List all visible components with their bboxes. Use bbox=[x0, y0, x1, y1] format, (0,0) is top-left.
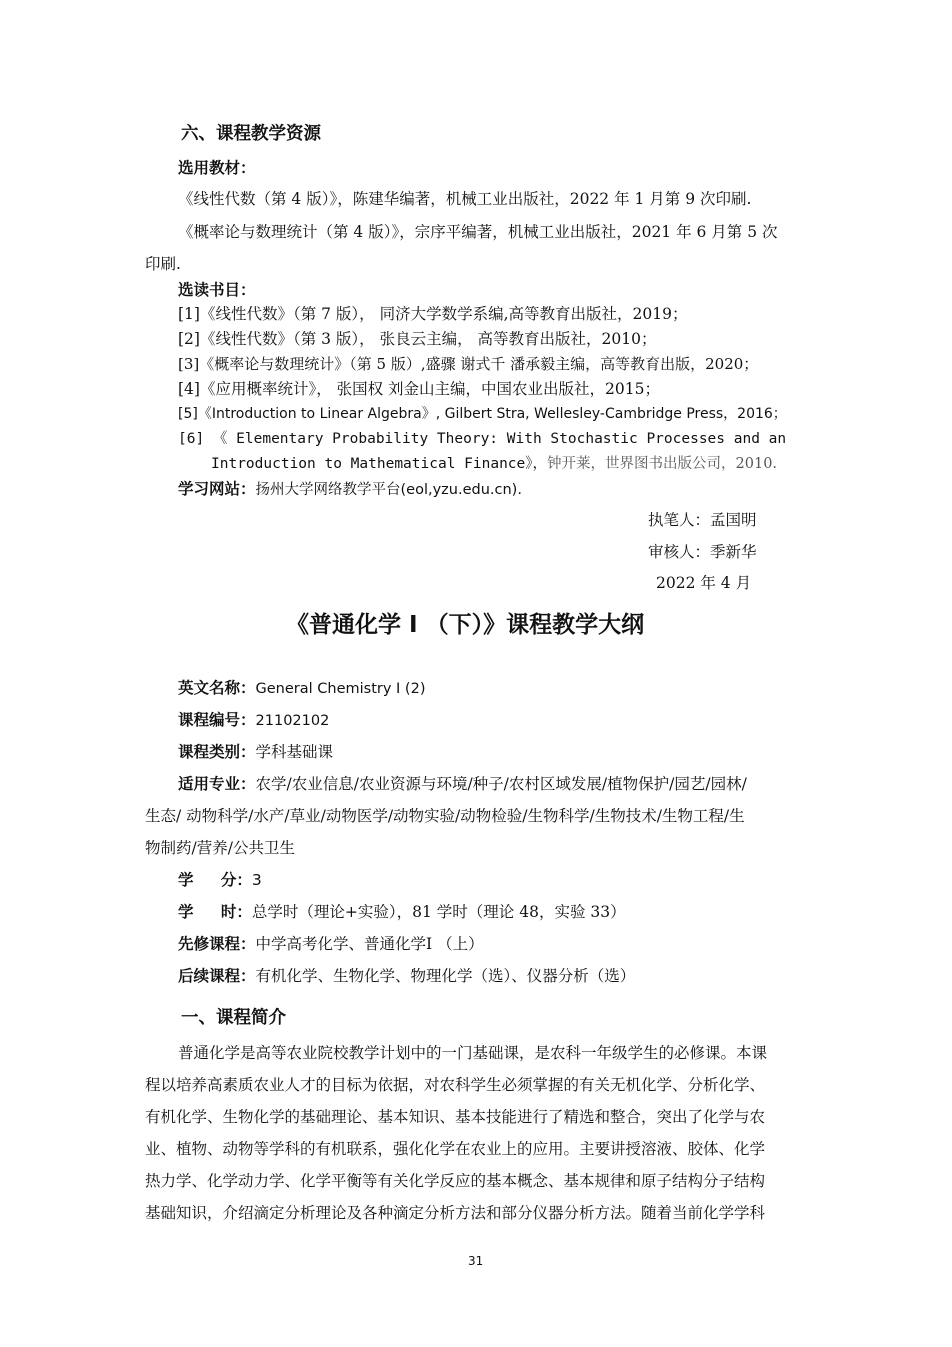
website-value: 扬州大学网络教学平台(eol,yzu.edu.cn). bbox=[255, 482, 522, 498]
website-label: 学习网站： bbox=[178, 480, 256, 498]
reading-label: 选读书目： bbox=[178, 281, 256, 299]
field-majors-continued: 生态/ 动物科学/水产/草业/动物医学/动物实验/动物检验/生物科学/生物技术/生物工程/生 bbox=[145, 807, 745, 825]
field-value: General Chemistry I (2) bbox=[255, 681, 426, 697]
reading-item-continued bbox=[211, 453, 777, 474]
reading-item: [2]《线性代数》（第 3 版）， 张良云主编， 高等教育出版社，2010； bbox=[178, 330, 657, 348]
field-value: 学科基础课 bbox=[255, 743, 334, 761]
intro-paragraph-line: 程以培养高素质农业人才的目标为依据，对农科学生必须掌握的有关无机化学、分析化学、 bbox=[145, 1076, 766, 1094]
syllabus-title: 《普通化学 I （下）》课程教学大纲 bbox=[286, 612, 645, 638]
reading-item: [3]《概率论与数理统计》（第 5 版）,盛骤 谢式千 潘承毅主编，高等教育出版，2020； bbox=[178, 355, 759, 373]
intro-paragraph-line: 基础知识，介绍滴定分析理论及各种滴定分析方法和部分仪器分析方法。随着当前化学学科 bbox=[145, 1204, 766, 1222]
field-value: 有机化学、生物化学、物理化学（选）、仪器分析（选） bbox=[255, 967, 636, 985]
intro-paragraph-line: 有机化学、生物化学的基础理论、基本知识、基本技能进行了精选和整合，突出了化学与农 bbox=[145, 1108, 766, 1126]
reviewer: 审核人：季新华 bbox=[648, 543, 757, 561]
field-value: 21102102 bbox=[255, 713, 330, 729]
website-line bbox=[178, 479, 522, 500]
field-label: 学 时： bbox=[178, 903, 252, 921]
field-value: 总学时（理论+实验），81 学时（理论 48，实验 33） bbox=[251, 903, 626, 921]
field-prerequisites bbox=[178, 934, 484, 954]
field-label: 课程类别： bbox=[178, 743, 256, 761]
reading-item: [1]《线性代数》（第 7 版）， 同济大学数学系编,高等教育出版社，2019； bbox=[178, 305, 688, 323]
reading-item: [4]《应用概率统计》， 张国权 刘金山主编，中国农业出版社，2015； bbox=[178, 380, 661, 398]
field-label: 先修课程： bbox=[178, 935, 256, 953]
field-value: 农学/农业信息/农业资源与环境/种子/农村区域发展/植物保护/园艺/园林/ bbox=[255, 775, 747, 793]
field-value: 中学高考化学、普通化学Ⅰ （上） bbox=[255, 935, 484, 953]
textbook-label: 选用教材： bbox=[178, 159, 256, 177]
textbook-item-continued: 印刷. bbox=[145, 255, 181, 273]
field-hours bbox=[178, 902, 626, 922]
reading-item-title: Introduction to Mathematical Finance》， bbox=[211, 456, 548, 472]
field-credit bbox=[178, 870, 262, 890]
field-english-name bbox=[178, 678, 425, 699]
reading-item: [5]《Introduction to Linear Algebra》, Gilbert Stra, Wellesley-Cambridge Press，2016； bbox=[178, 406, 787, 422]
intro-paragraph-line: 业、植物、动物等学科的有机联系，强化化学在农业上的应用。主要讲授溶液、胶体、化学 bbox=[145, 1140, 766, 1158]
intro-paragraph-line: 热力学、化学动力学、化学平衡等有关化学反应的基本概念、基本规律和原子结构分子结构 bbox=[145, 1172, 766, 1190]
author: 执笔人：孟国明 bbox=[648, 511, 757, 529]
reading-item-publisher: 钟开莱，世界图书出版公司，2010. bbox=[547, 456, 778, 472]
field-label: 适用专业： bbox=[178, 775, 256, 793]
field-label: 课程编号： bbox=[178, 711, 256, 729]
field-label: 后续课程： bbox=[178, 967, 256, 985]
field-course-code bbox=[178, 710, 329, 731]
textbook-item: 《概率论与数理统计（第 4 版）》，宗序平编著，机械工业出版社，2021 年 6 月第 5 次 bbox=[178, 223, 778, 241]
date: 2022 年 4 月 bbox=[656, 574, 752, 592]
field-followup bbox=[178, 966, 635, 986]
intro-paragraph-line: 普通化学是高等农业院校教学计划中的一门基础课，是农科一年级学生的必修课。本课 bbox=[178, 1044, 768, 1062]
field-majors-continued: 物制药/营养/公共卫生 bbox=[145, 839, 295, 857]
section-heading-intro: 一、课程简介 bbox=[181, 1008, 286, 1028]
field-value: 3 bbox=[251, 871, 262, 889]
reading-item: [6] 《 Elementary Probability Theory: With Stochastic Processes and an bbox=[178, 431, 787, 447]
field-label: 学 分： bbox=[178, 871, 252, 889]
textbook-item: 《线性代数（第 4 版）》，陈建华编著，机械工业出版社，2022 年 1 月第 9 次印刷. bbox=[178, 190, 752, 208]
field-majors bbox=[178, 774, 747, 794]
field-label: 英文名称： bbox=[178, 679, 256, 697]
section-heading-resources: 六、课程教学资源 bbox=[181, 124, 321, 144]
page-number: 31 bbox=[468, 1254, 484, 1268]
field-course-type bbox=[178, 742, 333, 762]
